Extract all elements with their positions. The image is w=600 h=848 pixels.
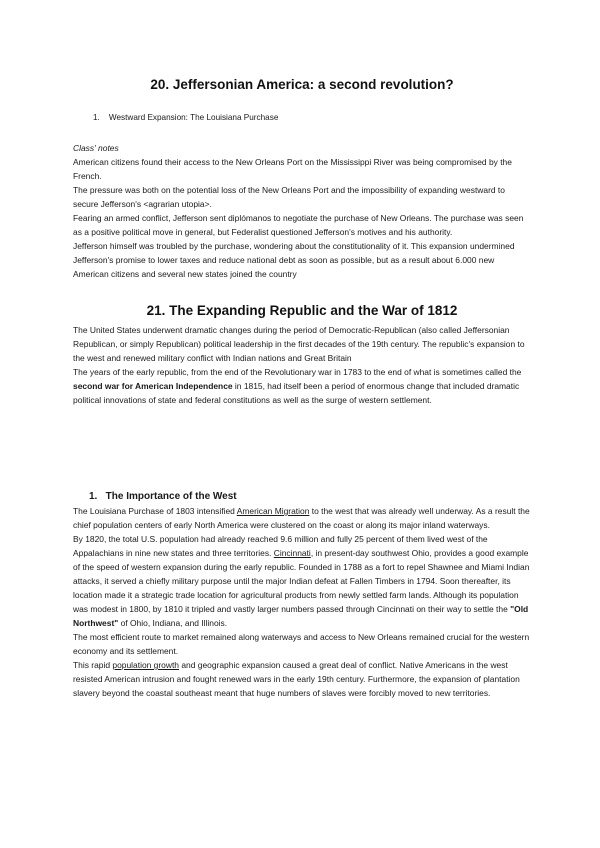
paragraph	[73, 658, 531, 700]
text-run: The years of the early republic, from the end of the Revolutionary war in 1783 to the end of what is sometimes called the	[73, 367, 522, 377]
paragraph: The United States underwent dramatic changes during the period of Democratic-Republican (also called Jeffersonian Republican, or simply Republican) political leadership in the first decades of the 19th century. The republic's expansion to the west and renewed military conflict with Indian nations and Great Britain	[73, 325, 525, 363]
text-run: By 1820, the total U.S. population had already reached 9.6 million and fully 25 percent of them lived west of the Appalachians in nine new states and three territories.	[73, 534, 488, 558]
class-notes-label: Class' notes	[73, 143, 119, 153]
text-run: and geographic expansion caused a great deal of conflict. Native Americans in the west resisted American intrusion and fought renewed wars in the early 19th century. Furthermore, the expansion of plantation slavery beyond the coastal southeast meant that huge numbers of slaves were forcibly moved to new territories.	[73, 660, 520, 698]
section-21-title: 21. The Expanding Republic and the War of 1812	[146, 303, 458, 318]
text-run: , in present-day southwest Ohio, provides a good example of the speed of western expansion during the early republic. Founded in 1788 as a fort to repel Shawnee and Miami Indian attacks, it served a chiefly military purpose until the major Indian defeat at Fallen Timbers in 1794. Soon thereafter, its location made it a strategic trade location for agricultural products from newly settled farm lands. Although its population was modest in 1800, by 1810 it tripled and vastly larger numbers passed through Cincinnati on their way to settle the	[73, 548, 530, 614]
text-run: of Ohio, Indiana, and Illinois.	[118, 618, 228, 628]
paragraph: The pressure was both on the potential loss of the New Orleans Port and the impossibility of expanding westward to secure Jefferson's <agrarian utopia>.	[73, 185, 505, 209]
section-20-subheading: 1. Westward Expansion: The Louisiana Purchase	[93, 113, 279, 122]
text-run: to the west that was already well underway. As a result the chief population centers of early North America were clustered on the coast or along its major inland waterways.	[73, 506, 530, 530]
section-20-title: 20. Jeffersonian America: a second revolution?	[150, 77, 454, 92]
section-21-intro	[73, 323, 531, 407]
paragraph: Jefferson himself was troubled by the purchase, wondering about the constitutionality of it. This expansion undermined Jefferson's promise to lower taxes and reduce national debt as soon as possible, but as a result about 6.000 new American citizens and several new states joined the country	[73, 241, 515, 279]
paragraph	[73, 504, 531, 532]
paragraph: Fearing an armed conflict, Jefferson sent diplómanos to negotiate the purchase of New Orleans. The purchase was seen as a positive political move in general, but Federalist questioned Jefferson's motives and his authority.	[73, 213, 524, 237]
bold-phrase: second war for American Independence	[73, 381, 233, 391]
importance-of-west-heading: 1. The Importance of the West	[89, 491, 237, 502]
paragraph	[73, 365, 531, 407]
paragraph	[73, 532, 531, 630]
importance-of-west-body	[73, 504, 531, 700]
text-run: The Louisiana Purchase of 1803 intensified	[73, 506, 237, 516]
text-run: This rapid	[73, 660, 113, 670]
paragraph: The most efficient route to market remained along waterways and access to New Orleans remained crucial for the western economy and its settlement.	[73, 632, 530, 656]
paragraph: American citizens found their access to the New Orleans Port on the Mississippi River was being compromised by the French.	[73, 157, 512, 181]
cincinnati-link[interactable]: Cincinnati	[273, 548, 311, 558]
population-growth-link[interactable]: population growth	[112, 660, 180, 670]
text-run: in 1815, had itself been a period of enormous change that included dramatic political innovations of state and federal constitutions as well as the surge of western settlement.	[73, 381, 520, 405]
bold-phrase: "Old Northwest"	[73, 604, 529, 628]
section-20-body	[73, 155, 531, 281]
american-migration-link[interactable]: American Migration	[236, 506, 310, 516]
